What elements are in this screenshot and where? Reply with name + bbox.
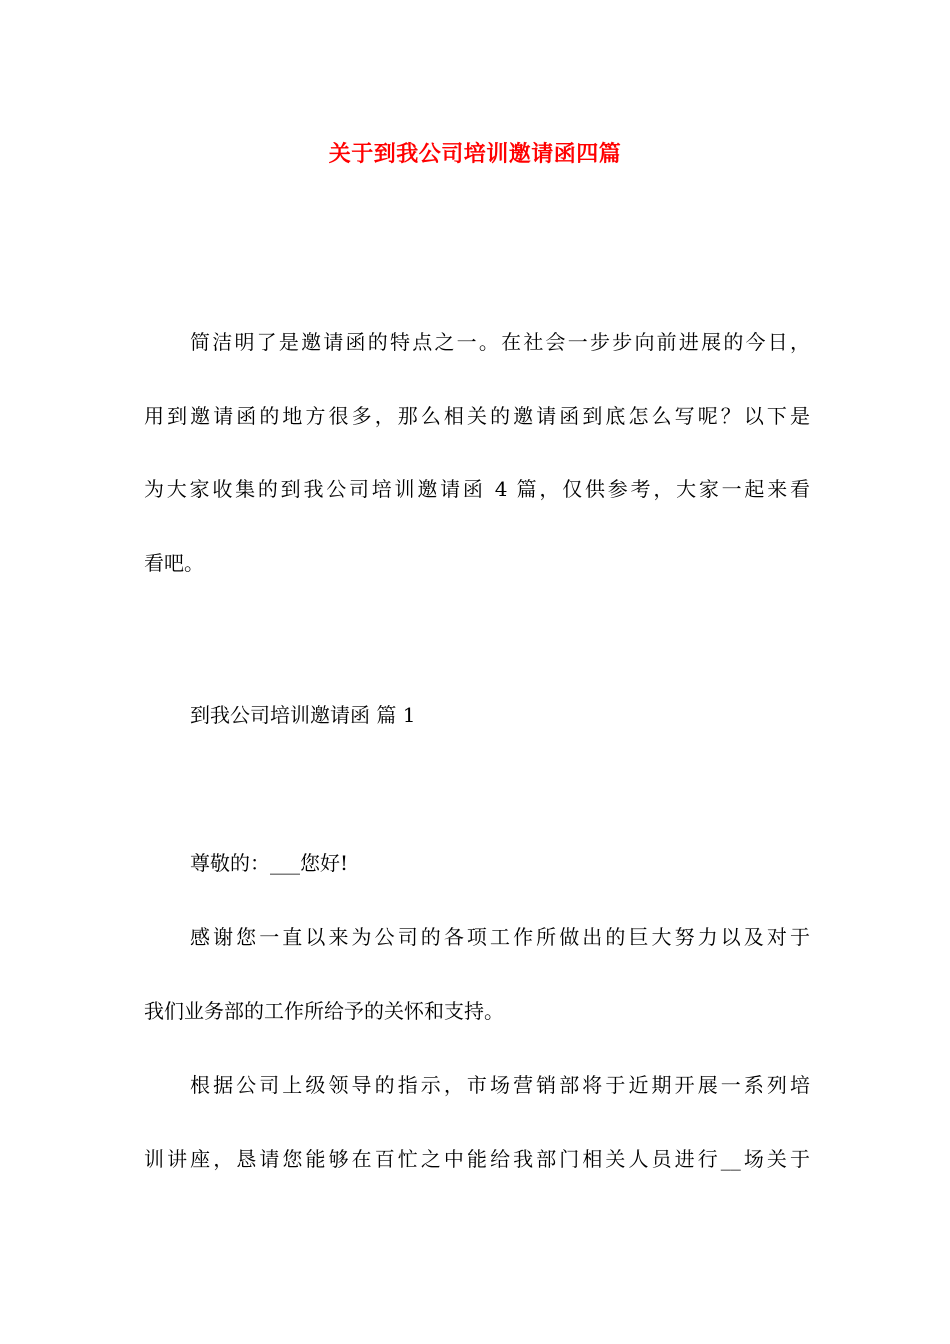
document-title: 关于到我公司培训邀请函四篇: [328, 141, 622, 167]
salutation: 尊敬的：___您好!: [190, 851, 349, 875]
paragraph-1-line-1: 感谢您一直以来为公司的各项工作所做出的巨大努力以及对于: [190, 925, 810, 949]
intro-line-4: 看吧。: [144, 551, 204, 575]
intro-line-3: 为大家收集的到我公司培训邀请函 4 篇，仅供参考，大家一起来看: [144, 477, 810, 501]
paragraph-1-line-2: 我们业务部的工作所给予的关怀和支持。: [144, 999, 504, 1023]
section-heading: 到我公司培训邀请函 篇 1: [190, 703, 416, 727]
intro-line-1: 简洁明了是邀请函的特点之一。在社会一步步向前进展的今日，: [190, 330, 810, 354]
paragraph-2-line-1: 根据公司上级领导的指示，市场营销部将于近期开展一系列培: [190, 1073, 810, 1097]
intro-line-2: 用到邀请函的地方很多，那么相关的邀请函到底怎么写呢？以下是: [144, 404, 810, 428]
paragraph-2-line-2: 训讲座，恳请您能够在百忙之中能给我部门相关人员进行__场关于: [144, 1147, 810, 1171]
